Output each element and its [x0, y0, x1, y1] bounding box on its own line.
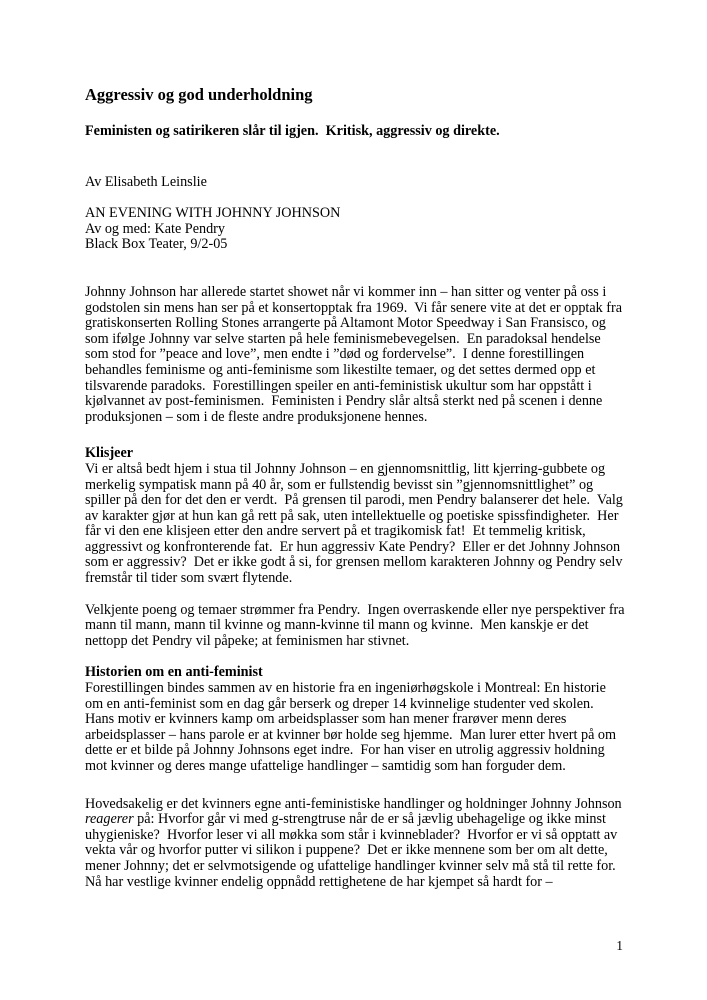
hovedsakelig-text-before-italic: Hovedsakelig er det kvinners egne anti-feministiske handlinger og holdninger Johnny Johnson	[85, 795, 626, 812]
paragraph-hovedsakelig	[85, 797, 625, 891]
production-venue-date: Black Box Teater, 9/2-05	[85, 236, 228, 253]
production-author-credit: Av og med: Kate Pendry	[85, 220, 226, 237]
paragraph-intro: Johnny Johnson har allerede startet showet når vi kommer inn – han sitter og venter på oss i godstolen sin mens han ser på et konsertopptak fra 1969. Vi får senere vite at det er opptak fra gratiskonserten Rolling Stones arrangerte på Altamont Motor Speedway i San Fransisco, og som ifølge Johnny var selve starten på hele feminismebevegelsen. En paradoksal hendelse som stod for ”peace and love”, men endte i ”død og fordervelse”. I denne forestillingen behandles feminisme og anti-feminisme som likestilte temaer, og det settes dermed opp et tilsvarende paradoks. Forestillingen speiler en anti-feministisk ukultur som har oppstått i kjølvannet av post-feminismen. Feministen i Pendry slår altså sterkt ned på scenen i denne produksjonen – som i de fleste andre produksjonene hennes.	[85, 283, 626, 425]
hovedsakelig-italic-word: reagerer	[85, 811, 134, 828]
page-number: 1	[616, 938, 623, 953]
text-column	[85, 0, 629, 890]
article-subtitle: Feministen og satirikeren slår til igjen. Kritisk, aggressiv og direkte.	[85, 123, 500, 139]
paragraph-klisjeer: Vi er altså bedt hjem i stua til Johnny Johnson – en gjennomsnittlig, litt kjerring-gubbete og merkelig sympatisk mann på 40 år, som er fullstendig bevisst sin ”gjennomsnittlighet” og spiller på den for det den er verdt. På grensen til parodi, men Pendry balanserer det hele. Valg av karakter gjør at hun kan gå rett på sak, uten intellektuelle og poetiske spissfindigheter. Her får vi den ene klisjeen etter den andre servert på et tragikomisk fat! Et temmelig kritisk, aggressivt og konfronterende fat. Er hun aggressiv Kate Pendry? Eller er det Johnny Johnson som er aggressiv? Det er ikke godt å si, for grensen mellom karakteren Johnny og Pendry selv fremstår til tider som svært flytende.	[85, 460, 627, 587]
article-title: Aggressiv og god underholdning	[85, 85, 313, 104]
production-title: AN EVENING WITH JOHNNY JOHNSON	[85, 205, 341, 222]
paragraph-anti-feminist: Forestillingen bindes sammen av en historie fra en ingeniørhøgskole i Montreal: En historie om en anti-feminist som en dag går berserk og dreper 14 kvinnelige studenter ved skolen. Hans motiv er kvinners kamp om arbeidsplasser som han mener frarøver menn deres arbeidsplasser – hans parole er at kvinner bør holde seg hjemme. Man lurer etter hvert på om dette er et bilde på Johnny Johnsons eget indre. For han viser en utrolig aggressiv holdning mot kvinner og deres mange ufattelige handlinger – samtidig som han forguder dem.	[85, 680, 620, 774]
hovedsakelig-text-after-italic: på: Hvorfor går vi med g-strengtruse når de er så jævlig ubehagelige og ikke minst uhygieniske? Hvorfor leser vi all møkka som står i kvinneblader? Hvorfor er vi så opptatt av vekta vår og hvorfor putter vi silikon i puppene? Det er ikke mennene som ber om alt dette, mener Johnny; det er selvmotsigende og ufattelige handlinger kvinner selv må stå til rette for. Nå har vestlige kvinner endelig oppnådd rettighetene de har kjempet så hardt for –	[85, 811, 623, 890]
section-heading-anti-feminist: Historien om en anti-feminist	[85, 664, 263, 681]
production-credits	[85, 206, 625, 253]
section-heading-klisjeer: Klisjeer	[85, 445, 134, 462]
paragraph-velkjente: Velkjente poeng og temaer strømmer fra Pendry. Ingen overraskende eller nye perspektiver fra mann til mann, mann til kvinne og mann-kvinne til mann og kvinne. Men kanskje er det nettopp det Pendry vil påpeke; at feminismen har stivnet.	[85, 601, 629, 649]
article-byline: Av Elisabeth Leinslie	[85, 173, 207, 190]
